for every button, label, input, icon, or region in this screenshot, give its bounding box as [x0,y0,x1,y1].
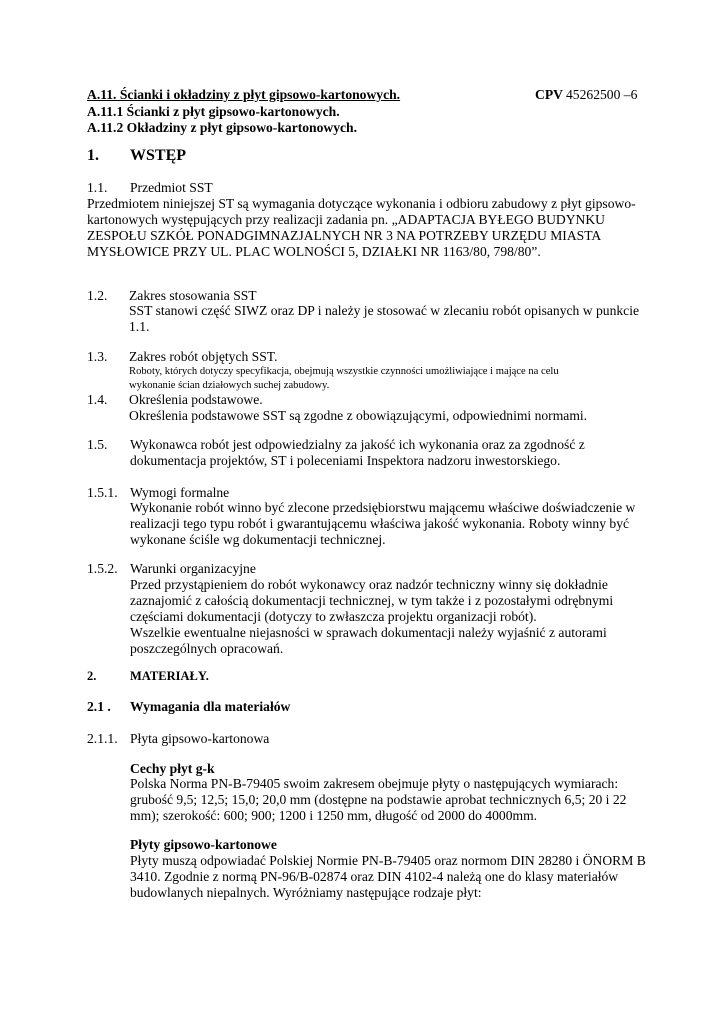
s152-line-3: częściami dokumentacji (dotyczy to zwłaszcza projektu organizacji robót). [130,609,537,624]
s151-line-2: realizacji tego typu robót i gwarantującemu właściwa jakość wykonania. Roboty winny być [130,516,630,531]
header-subtitle-2: A.11.2 Okładziny z płyt gipsowo-kartonowych. [87,120,358,135]
plyty-line-2: 3410. Zgodnie z normą PN-96/B-02874 oraz DIN 4102-4 należą one do klasy materiałów [130,869,619,884]
header-title-row [87,87,650,104]
section-1-number: 1. [87,147,99,164]
s151-title: Wymogi formalne [130,485,230,500]
header-subtitle-1: A.11.1 Ścianki z płyt gipsowo-kartonowych. [87,104,340,119]
s14-number: 1.4. [87,392,108,407]
s11-line-4: MYSŁOWICE PRZY UL. PLAC WOLNOŚCI 5, DZIAŁKI NR 1163/80, 798/80”. [87,244,541,259]
header-title: A.11. Ścianki i okładziny z płyt gipsowo-kartonowych. [87,87,401,102]
s152-line-4: Wszelkie ewentualne niejasności w sprawach dokumentacji należy wyjaśnić z autorami [130,625,607,640]
cechy-line-3: mm); szerokość: 600; 900; 1200 i 1250 mm, długość od 2000 do 4000mm. [130,808,538,823]
cpv-code: 45262500 –6 [566,87,638,102]
s15-line-2: dokumentacja projektów, ST i poleceniami Inspektora nadzoru inwestorskiego. [130,453,561,468]
s11-number: 1.1. [87,180,108,195]
s11-line-3: ZESPOŁU SZKÓŁ PONADGIMNAZJALNYCH NR 3 NA POTRZEBY URZĘDU MIASTA [87,228,602,243]
section-2-number: 2. [87,669,97,683]
s13-number: 1.3. [87,349,108,364]
s14-title: Określenia podstawowe. [129,392,263,407]
s21-number: 2.1 . [87,699,111,714]
cpv-label: CPV [535,87,563,102]
s12-line-2: 1.1. [129,319,150,334]
s15-line-1: Wykonawca robót jest odpowiedzialny za jakość ich wykonania oraz za zgodność z [130,437,585,452]
s152-title: Warunki organizacyjne [130,561,256,576]
s211-number: 2.1.1. [87,731,118,746]
s12-number: 1.2. [87,288,108,303]
s11-line-1: Przedmiotem niniejszej ST są wymagania dotyczące wykonania i odbioru zabudowy z płyt gipsowo- [87,196,636,211]
s151-line-3: wykonane ściśle wg dokumentacji technicznej. [130,532,386,547]
s13-line-1: Roboty, których dotyczy specyfikacja, obejmują wszystkie czynności umożliwiające i mające na celu [129,366,559,377]
s12-line-1: SST stanowi część SIWZ oraz DP i należy je stosować w zlecaniu robót opisanych w punkcie [129,303,640,318]
plyty-title: Płyty gipsowo-kartonowe [130,837,277,852]
s13-line-2: wykonanie ścian działowych suchej zabudowy. [129,380,330,391]
s11-line-2: kartonowych występujących przy realizacji zadania pn. „ADAPTACJA BYŁEGO BUDYNKU [87,212,605,227]
section-2-title: MATERIAŁY. [130,669,209,683]
s152-number: 1.5.2. [87,561,118,576]
cechy-line-2: grubość 9,5; 12,5; 15,0; 20,0 mm (dostępne na podstawie aprobat technicznych 6,5; 20 i 22 [130,792,627,807]
s21-title: Wymagania dla materiałów [130,699,291,714]
cechy-title: Cechy płyt g-k [130,761,215,776]
s11-title: Przedmiot SST [130,180,213,195]
s152-line-1: Przed przystąpieniem do robót wykonawcy oraz nadzór techniczny winny się dokładnie [130,577,608,592]
cechy-line-1: Polska Norma PN-B-79405 swoim zakresem obejmuje płyty o następujących wymiarach: [130,776,619,791]
s15-number: 1.5. [87,437,108,452]
s211-title: Płyta gipsowo-kartonowa [130,731,270,746]
section-1-title: WSTĘP [130,147,187,164]
plyty-line-3: budowlanych niepalnych. Wyróżniamy następujące rodzaje płyt: [130,885,482,900]
s13-title: Zakres robót objętych SST. [129,349,278,364]
s152-line-2: zaznajomić z całością dokumentacji technicznej, w tym także i z pozostałymi odrębnymi [130,593,614,608]
s151-line-1: Wykonanie robót winno być zlecone przedsiębiorstwu mającemu właściwe doświadczenie w [130,500,636,515]
s12-title: Zakres stosowania SST [129,288,257,303]
plyty-line-1: Płyty muszą odpowiadać Polskiej Normie PN-B-79405 oraz normom DIN 28280 i ÖNORM B [130,853,646,868]
s14-line-1: Określenia podstawowe SST są zgodne z obowiązującymi, odpowiednimi normami. [129,408,588,423]
s151-number: 1.5.1. [87,485,118,500]
s152-line-5: poszczególnych opracowań. [130,641,284,656]
